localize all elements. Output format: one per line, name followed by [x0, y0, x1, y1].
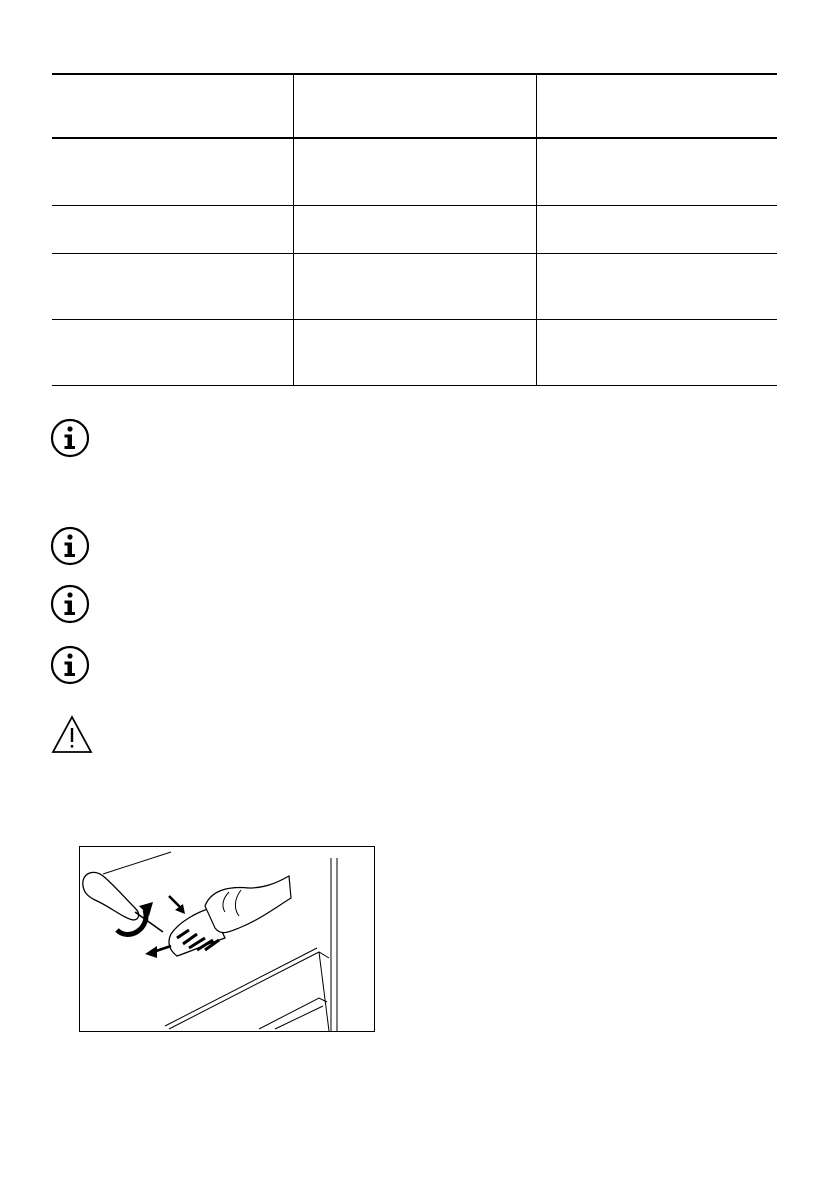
info-note	[50, 526, 90, 566]
table-top-rule	[52, 73, 777, 75]
info-icon	[50, 645, 90, 685]
info-note	[50, 418, 90, 458]
table-column-divider	[293, 73, 294, 386]
info-icon	[50, 584, 90, 624]
table-row-rule	[52, 205, 777, 206]
table-row-rule	[52, 253, 777, 254]
info-note	[50, 645, 90, 685]
data-table	[52, 73, 777, 386]
table-header-rule	[52, 137, 777, 139]
warning-icon	[50, 714, 94, 756]
door-balance-adjustment-illustration	[79, 846, 375, 1032]
table-column-divider	[536, 73, 537, 386]
warning-note	[50, 714, 94, 756]
adjustment-illustration-icon	[79, 846, 375, 1032]
table-bottom-rule	[52, 385, 777, 386]
table-row-rule	[52, 319, 777, 320]
info-icon	[50, 418, 90, 458]
info-note	[50, 584, 90, 624]
info-icon	[50, 526, 90, 566]
